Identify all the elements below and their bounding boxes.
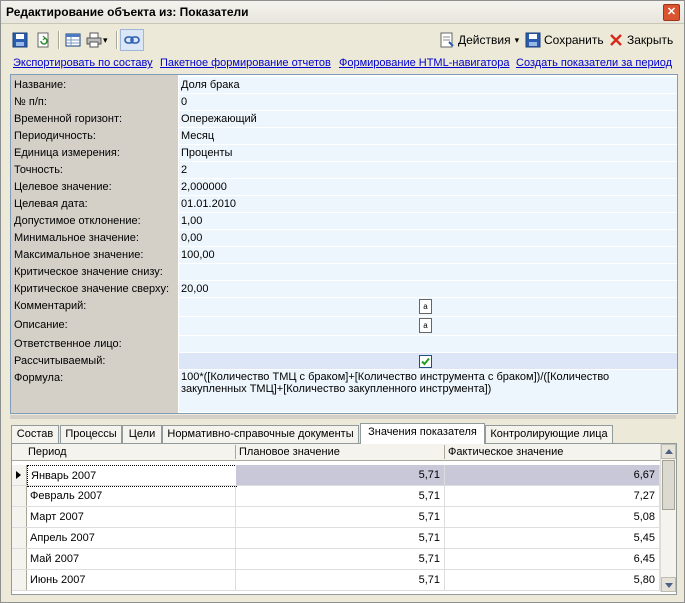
property-row-calculated <box>11 353 677 370</box>
property-label: Формула: <box>14 372 64 384</box>
table-row[interactable]: Январь 2007 5,71 6,67 <box>12 465 660 486</box>
property-label: Точность: <box>14 164 63 176</box>
property-value-comment[interactable] <box>179 298 677 317</box>
property-row-tolerance <box>11 213 677 230</box>
vertical-scrollbar[interactable] <box>660 444 676 592</box>
property-value-tolerance[interactable]: 1,00 <box>179 213 677 230</box>
property-label: Рассчитываемый: <box>14 355 106 367</box>
property-row-precision <box>11 162 677 179</box>
window-close-button[interactable]: ✕ <box>663 4 680 21</box>
property-row-target-date <box>11 196 677 213</box>
property-value-number[interactable]: 0 <box>179 94 677 111</box>
floppy-disk-icon <box>12 32 28 48</box>
property-value-min[interactable]: 0,00 <box>179 230 677 247</box>
property-row-unit <box>11 145 677 162</box>
property-label: Периодичность: <box>14 130 96 142</box>
table-view-button[interactable] <box>65 30 81 50</box>
tab-strip <box>11 423 676 443</box>
property-row-max <box>11 247 677 264</box>
scroll-up-button[interactable] <box>661 444 676 459</box>
chevron-down-icon: ▾ <box>514 34 520 45</box>
table-row[interactable]: Март 2007 5,71 5,08 <box>12 507 660 528</box>
property-value-critical-high[interactable]: 20,00 <box>179 281 677 298</box>
close-button[interactable] <box>608 30 673 50</box>
html-navigator-link[interactable]: Формирование HTML-навигатора <box>339 57 510 69</box>
link-toggle-button[interactable] <box>120 29 144 51</box>
window-title: Редактирование объекта из: Показатели <box>6 5 249 19</box>
property-value-calculated <box>179 353 677 370</box>
tab-goals[interactable]: Цели <box>122 425 162 443</box>
title-bar <box>1 1 684 24</box>
table-row[interactable]: Май 2007 5,71 6,45 <box>12 549 660 570</box>
property-value-periodicity[interactable]: Месяц <box>179 128 677 145</box>
property-value-name[interactable]: Доля брака <box>179 77 677 94</box>
property-value-target-date[interactable]: 01.01.2010 <box>179 196 677 213</box>
property-label: Комментарий: <box>14 300 87 312</box>
close-label: Закрыть <box>627 33 674 47</box>
property-row-number <box>11 94 677 111</box>
refresh-button[interactable] <box>35 30 51 50</box>
actions-label: Действия <box>458 33 511 47</box>
memo-editor-icon[interactable]: a <box>419 299 432 314</box>
current-row-arrow-icon <box>16 471 21 479</box>
scroll-down-button[interactable] <box>661 577 676 592</box>
property-label: Целевая дата: <box>14 198 88 210</box>
arrow-down-icon <box>665 583 673 588</box>
property-row-description <box>11 317 677 336</box>
property-row-responsible <box>11 336 677 353</box>
chevron-down-icon: ▾ <box>103 34 108 45</box>
property-row-critical-low <box>11 264 677 281</box>
property-label: Максимальное значение: <box>14 249 144 261</box>
table-row[interactable]: Февраль 2007 5,71 7,27 <box>12 486 660 507</box>
actions-button[interactable] <box>439 30 519 50</box>
chain-link-icon <box>124 32 140 48</box>
refresh-document-icon <box>35 32 51 48</box>
property-row-target-value <box>11 179 677 196</box>
property-label: Целевое значение: <box>14 181 112 193</box>
property-label: Временной горизонт: <box>14 113 123 125</box>
property-row-critical-high <box>11 281 677 298</box>
column-header-plan[interactable]: Плановое значение <box>239 446 340 458</box>
property-value-critical-low[interactable] <box>179 264 677 281</box>
property-label: Допустимое отклонение: <box>14 215 141 227</box>
property-value-responsible[interactable] <box>179 336 677 353</box>
action-links <box>9 57 678 71</box>
property-row-periodicity <box>11 128 677 145</box>
property-value-formula[interactable]: 100*([Количество ТМЦ с браком]+[Количество инструмента с браком])/([Количество закупленных ТМЦ]+[Количество закупленного инструмента]) <box>179 370 677 412</box>
property-value-horizon[interactable]: Опережающий <box>179 111 677 128</box>
tab-controllers[interactable]: Контролирующие лица <box>485 425 613 443</box>
property-label: Критическое значение снизу: <box>14 266 163 278</box>
actions-icon <box>439 32 455 48</box>
save-button[interactable] <box>525 30 604 50</box>
table-icon <box>65 32 81 48</box>
table-row[interactable]: Апрель 2007 5,71 5,45 <box>12 528 660 549</box>
property-row-min <box>11 230 677 247</box>
tab-processes[interactable]: Процессы <box>60 425 122 443</box>
floppy-disk-icon <box>525 32 541 48</box>
print-button[interactable] <box>86 30 108 50</box>
property-row-formula <box>11 370 677 412</box>
memo-editor-icon[interactable]: a <box>419 318 432 333</box>
calculated-checkbox[interactable] <box>419 355 432 368</box>
save-icon-button[interactable] <box>12 30 28 50</box>
property-row-name <box>11 77 677 94</box>
property-value-target-value[interactable]: 2,000000 <box>179 179 677 196</box>
tab-indicator-values[interactable]: Значения показателя <box>360 423 485 444</box>
property-label: Критическое значение сверху: <box>14 283 170 295</box>
property-row-horizon <box>11 111 677 128</box>
arrow-up-icon <box>665 449 673 454</box>
create-indicators-link[interactable]: Создать показатели за период <box>516 57 673 69</box>
tab-reference-documents[interactable]: Нормативно-справочные документы <box>162 425 359 443</box>
close-icon <box>608 32 624 48</box>
scroll-thumb[interactable] <box>662 460 675 510</box>
printer-icon <box>86 32 102 48</box>
property-label: Название: <box>14 79 67 91</box>
toolbar <box>1 25 684 55</box>
property-value-max[interactable]: 100,00 <box>179 247 677 264</box>
values-table <box>11 443 677 595</box>
export-by-composition-link[interactable]: Экспортировать по составу <box>13 57 153 69</box>
property-label: Единица измерения: <box>14 147 120 159</box>
batch-report-link[interactable]: Пакетное формирование отчетов <box>160 57 331 69</box>
property-label: Описание: <box>14 319 68 331</box>
property-label: № п/п: <box>14 96 47 108</box>
tab-composition[interactable]: Состав <box>11 425 59 443</box>
property-value-unit[interactable]: Проценты <box>179 145 677 162</box>
table-row[interactable]: Июнь 2007 5,71 5,80 <box>12 570 660 591</box>
property-value-precision[interactable]: 2 <box>179 162 677 179</box>
column-header-period[interactable]: Период <box>28 446 67 458</box>
column-header-fact[interactable]: Фактическое значение <box>448 446 564 458</box>
save-label: Сохранить <box>544 33 604 47</box>
property-label: Ответственное лицо: <box>14 338 122 350</box>
table-header <box>12 444 660 461</box>
panel-splitter[interactable] <box>10 415 676 419</box>
property-value-description[interactable] <box>179 317 677 336</box>
checkmark-icon <box>420 356 431 367</box>
property-row-comment <box>11 298 677 317</box>
property-label: Минимальное значение: <box>14 232 139 244</box>
properties-grid <box>10 74 678 414</box>
